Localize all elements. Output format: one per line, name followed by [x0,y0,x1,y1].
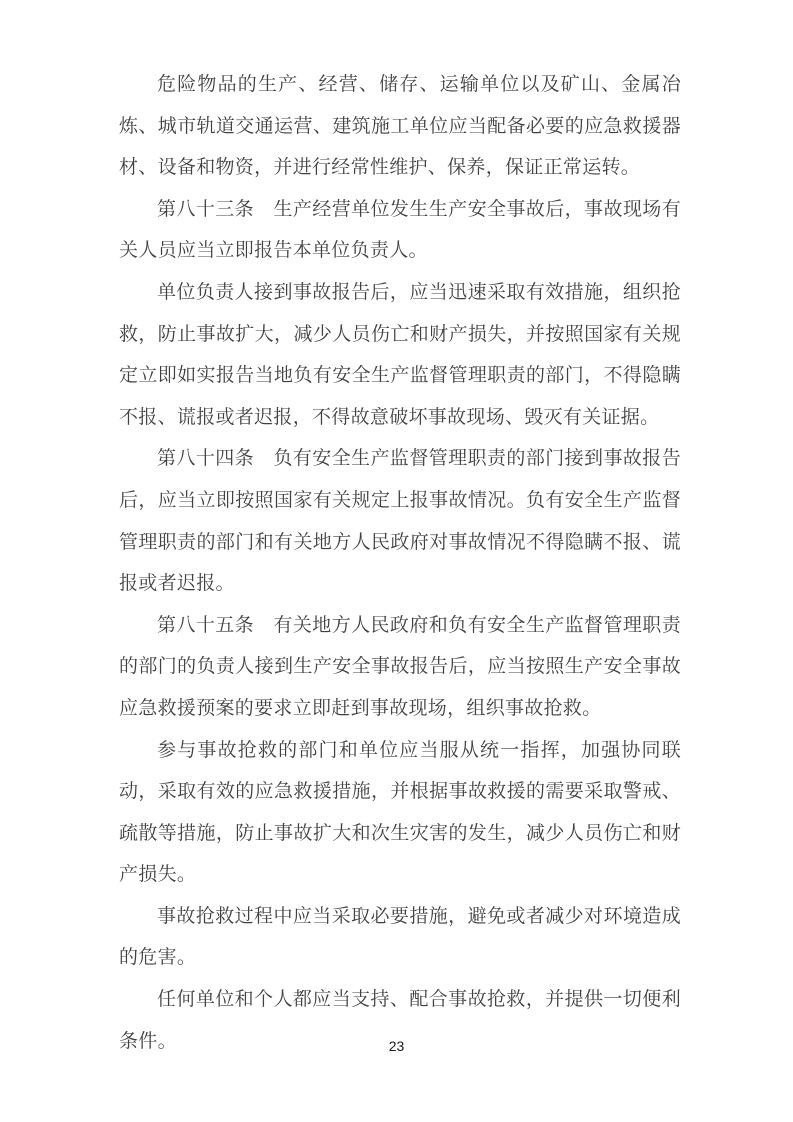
paragraph-article-85: 第八十五条 有关地方人民政府和负有安全生产监督管理职责的部门的负责人接到生产安全事故报告后，应当按照生产安全事故应急救援预案的要求立即赶到事故现场，组织事故抢救。 [119,614,681,719]
paragraph-article-84: 第八十四条 负有安全生产监督管理职责的部门接到事故报告后，应当立即按照国家有关规定上报事故情况。负有安全生产监督管理职责的部门和有关地方人民政府对事故情况不得隐瞒不报、谎报或者迟报。 [119,448,681,595]
document-body [119,64,681,1062]
paragraph: 参与事故抢救的部门和单位应当服从统一指挥，加强协同联动，采取有效的应急救援措施，并根据事故救援的需要采取警戒、疏散等措施，防止事故扩大和次生灾害的发生，减少人员伤亡和财产损失。 [119,739,681,886]
paragraph-article-83: 第八十三条 生产经营单位发生生产安全事故后，事故现场有关人员应当立即报告本单位负责人。 [119,198,681,262]
page-number: 23 [388,1038,405,1054]
paragraph: 单位负责人接到事故报告后，应当迅速采取有效措施，组织抢救，防止事故扩大，减少人员伤亡和财产损失，并按照国家有关规定立即如实报告当地负有安全生产监督管理职责的部门，不得隐瞒不报、谎报或者迟报，不得故意破坏事故现场、毁灭有关证据。 [119,281,681,428]
paragraph: 事故抢救过程中应当采取必要措施，避免或者减少对环境造成的危害。 [119,905,681,969]
paragraph: 任何单位和个人都应当支持、配合事故抢救，并提供一切便利条件。 [119,989,681,1052]
paragraph: 危险物品的生产、经营、储存、运输单位以及矿山、金属冶炼、城市轨道交通运营、建筑施工单位应当配备必要的应急救援器材、设备和物资，并进行经常性维护、保养，保证正常运转。 [119,74,681,179]
